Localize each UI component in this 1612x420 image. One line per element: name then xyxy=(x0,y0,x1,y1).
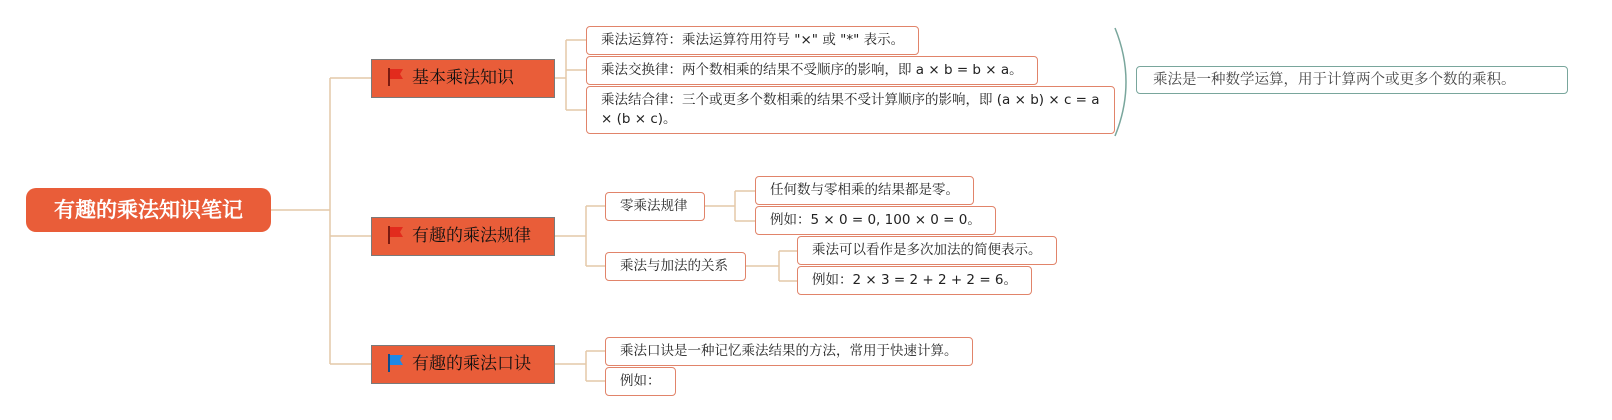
summary-brace xyxy=(1115,28,1126,136)
branch-multiplication-table[interactable] xyxy=(371,345,555,384)
branch-label: 基本乘法知识 xyxy=(412,68,514,88)
leaf-zero-rule[interactable]: 零乘法规律 xyxy=(605,192,705,221)
leaf-multiplication-operator[interactable]: 乘法运算符：乘法运算符用符号 "×" 或 "*" 表示。 xyxy=(586,26,919,55)
root-topic[interactable]: 有趣的乘法知识笔记 xyxy=(26,188,271,232)
branch-label: 有趣的乘法口诀 xyxy=(412,354,531,374)
leaf-associative-law[interactable]: 乘法结合律：三个或更多个数相乘的结果不受计算顺序的影响，即 (a × b) × c = a × (b × c)。 xyxy=(586,86,1115,134)
branch-basic-multiplication[interactable] xyxy=(371,59,555,98)
leaf-multiplication-table-example[interactable]: 例如： xyxy=(605,367,676,396)
branch-label: 有趣的乘法规律 xyxy=(412,226,531,246)
blue-flag-icon xyxy=(388,349,404,367)
leaf-addition-relation-statement[interactable]: 乘法可以看作是多次加法的简便表示。 xyxy=(797,236,1057,265)
leaf-commutative-law[interactable]: 乘法交换律：两个数相乘的结果不受顺序的影响，即 a × b = b × a。 xyxy=(586,56,1038,85)
red-flag-icon xyxy=(388,63,404,81)
leaf-zero-rule-statement[interactable]: 任何数与零相乘的结果都是零。 xyxy=(755,176,974,205)
branch-multiplication-rules[interactable] xyxy=(371,217,555,256)
leaf-addition-relation-example[interactable]: 例如：2 × 3 = 2 + 2 + 2 = 6。 xyxy=(797,266,1032,295)
leaf-zero-rule-example[interactable]: 例如：5 × 0 = 0, 100 × 0 = 0。 xyxy=(755,206,996,235)
leaf-addition-relation[interactable]: 乘法与加法的关系 xyxy=(605,252,746,281)
leaf-multiplication-table-desc[interactable]: 乘法口诀是一种记忆乘法结果的方法，常用于快速计算。 xyxy=(605,337,973,366)
red-flag-icon xyxy=(388,221,404,239)
summary-note[interactable]: 乘法是一种数学运算，用于计算两个或更多个数的乘积。 xyxy=(1136,66,1568,94)
